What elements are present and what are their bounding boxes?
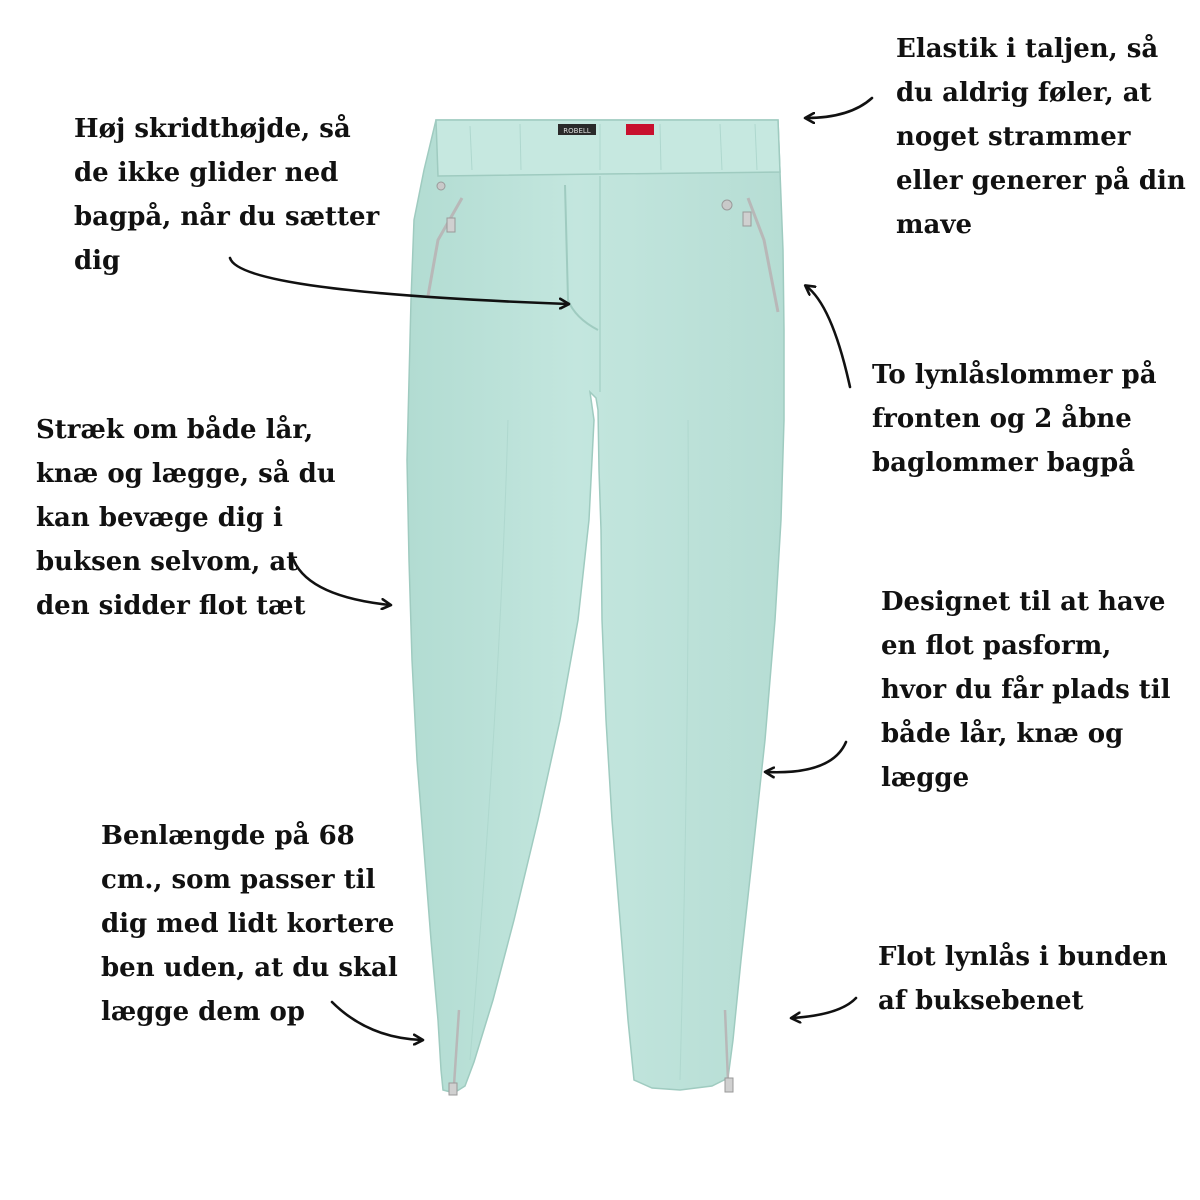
annotation-line: de ikke glider ned xyxy=(74,158,339,188)
annotation-line: den sidder flot tæt xyxy=(36,591,306,621)
annotation-line: lægge xyxy=(881,763,970,793)
annotation-line: dig xyxy=(74,246,121,276)
annotation-pockets xyxy=(872,353,1157,485)
annotation-line: mave xyxy=(896,210,973,240)
annotation-stretch xyxy=(36,408,336,628)
annotation-line: Elastik i taljen, så xyxy=(896,34,1159,64)
annotation-line: du aldrig føler, at xyxy=(896,78,1152,108)
annotation-line: noget strammer xyxy=(896,122,1131,152)
annotation-line: fronten og 2 åbne xyxy=(872,404,1132,434)
arrow-waist-icon xyxy=(806,98,872,118)
annotation-fit xyxy=(881,580,1171,800)
annotation-line: af buksebenet xyxy=(878,986,1084,1016)
arrow-fit-icon xyxy=(766,742,846,772)
annotation-line: Flot lynlås i bunden xyxy=(878,942,1168,972)
trousers xyxy=(407,120,784,1095)
annotation-line: cm., som passer til xyxy=(101,865,376,895)
red-label xyxy=(626,124,654,135)
annotation-line: Designet til at have xyxy=(881,587,1166,617)
annotation-line: kan bevæge dig i xyxy=(36,503,283,533)
annotation-line: baglommer bagpå xyxy=(872,448,1135,478)
annotation-line: en flot pasform, xyxy=(881,631,1112,661)
trousers-body xyxy=(407,120,784,1093)
annotation-line: To lynlåslommer på xyxy=(872,360,1157,390)
annotation-line: bagpå, når du sætter xyxy=(74,202,380,232)
annotation-hem-zip xyxy=(878,935,1168,1023)
annotation-waist xyxy=(896,27,1186,247)
annotation-rise xyxy=(74,107,379,283)
elastic-waistband xyxy=(436,120,780,176)
annotation-line: eller generer på din xyxy=(896,166,1186,196)
annotation-length xyxy=(101,814,398,1034)
annotation-line: knæ og lægge, så du xyxy=(36,459,336,489)
arrow-hemzip-icon xyxy=(792,998,856,1018)
rivet xyxy=(437,182,445,190)
annotation-line: ben uden, at du skal xyxy=(101,953,398,983)
annotation-line: buksen selvom, at xyxy=(36,547,299,577)
brand-label-text: ROBELL xyxy=(563,127,591,135)
arrow-pockets-icon xyxy=(806,286,850,387)
annotation-line: hvor du får plads til xyxy=(881,675,1171,705)
annotation-line: dig med lidt kortere xyxy=(101,909,395,939)
annotation-line: Stræk om både lår, xyxy=(36,415,314,445)
annotation-line: Benlængde på 68 xyxy=(101,821,355,851)
annotation-line: både lår, knæ og xyxy=(881,719,1124,749)
rivet xyxy=(722,200,732,210)
annotation-line: lægge dem op xyxy=(101,997,305,1027)
annotation-line: Høj skridthøjde, så xyxy=(74,114,351,144)
